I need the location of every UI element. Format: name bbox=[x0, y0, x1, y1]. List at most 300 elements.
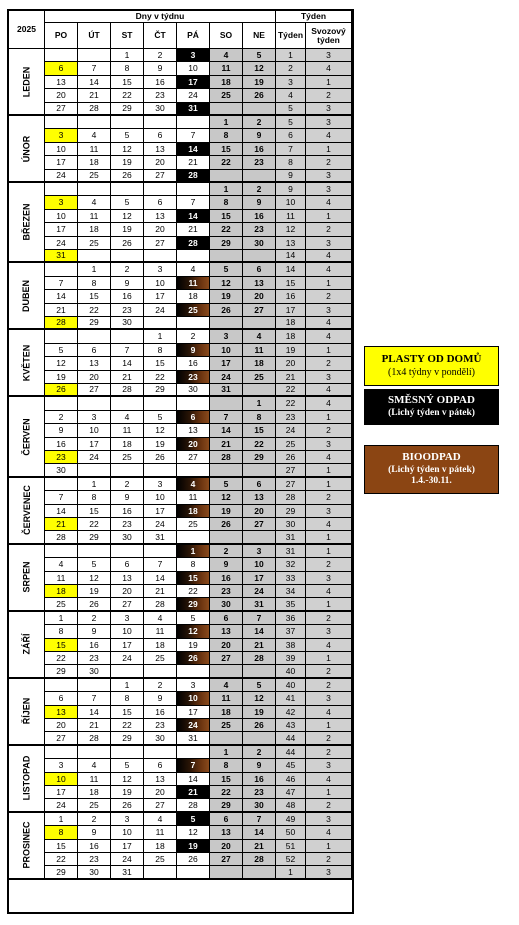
day-cell: 27 bbox=[210, 853, 243, 866]
day-cell: 6 bbox=[210, 813, 243, 826]
day-cell: 26 bbox=[243, 89, 276, 102]
day-cell bbox=[210, 665, 243, 678]
day-cell: 28 bbox=[243, 853, 276, 866]
day-cell: 12 bbox=[177, 826, 210, 839]
collection-week: 3 bbox=[306, 759, 352, 772]
day-cell: 7 bbox=[210, 411, 243, 424]
day-cell: 21 bbox=[177, 223, 210, 236]
month-name: SRPEN bbox=[21, 561, 32, 593]
days-title: Dny v týdnu bbox=[45, 11, 276, 23]
day-cell: 1 bbox=[45, 813, 78, 826]
day-cell: 24 bbox=[144, 304, 177, 317]
day-cell: 4 bbox=[45, 558, 78, 571]
week-number: 26 bbox=[276, 451, 306, 464]
day-cell: 26 bbox=[111, 170, 144, 183]
day-cell: 23 bbox=[111, 304, 144, 317]
collection-week: 4 bbox=[306, 129, 352, 142]
day-cell: 26 bbox=[210, 518, 243, 531]
day-cell bbox=[144, 746, 177, 759]
day-cell: 17 bbox=[45, 156, 78, 169]
day-cell bbox=[144, 545, 177, 558]
collection-week: 4 bbox=[306, 826, 352, 839]
day-cell: 23 bbox=[210, 585, 243, 598]
day-cell: 5 bbox=[78, 558, 111, 571]
day-cell: 4 bbox=[111, 411, 144, 424]
day-cell: 19 bbox=[144, 438, 177, 451]
week-number: 22 bbox=[276, 384, 306, 397]
day-cell: 6 bbox=[144, 196, 177, 209]
day-cell: 16 bbox=[45, 438, 78, 451]
day-cell: 19 bbox=[78, 585, 111, 598]
day-cell bbox=[177, 250, 210, 263]
day-cell: 20 bbox=[243, 505, 276, 518]
week-number: 45 bbox=[276, 759, 306, 772]
day-cell: 26 bbox=[210, 304, 243, 317]
collection-week: 1 bbox=[306, 76, 352, 89]
day-cell: 19 bbox=[210, 290, 243, 303]
day-cell: 19 bbox=[177, 639, 210, 652]
month-name: ČERVEN bbox=[21, 417, 32, 456]
day-cell: 24 bbox=[177, 719, 210, 732]
week-number: 9 bbox=[276, 183, 306, 196]
month-name: DUBEN bbox=[21, 279, 32, 312]
collection-week: 2 bbox=[306, 732, 352, 745]
day-cell: 9 bbox=[45, 424, 78, 437]
day-cell: 25 bbox=[111, 451, 144, 464]
day-cell: 20 bbox=[78, 371, 111, 384]
day-header: ST bbox=[111, 23, 144, 49]
day-cell: 30 bbox=[210, 598, 243, 611]
week-number: 44 bbox=[276, 746, 306, 759]
day-cell bbox=[111, 183, 144, 196]
day-header: ČT bbox=[144, 23, 177, 49]
day-cell: 1 bbox=[210, 116, 243, 129]
week-number: 28 bbox=[276, 491, 306, 504]
day-cell: 25 bbox=[243, 371, 276, 384]
day-cell: 16 bbox=[78, 840, 111, 853]
day-cell: 8 bbox=[177, 558, 210, 571]
day-cell: 24 bbox=[45, 799, 78, 812]
day-cell: 5 bbox=[243, 49, 276, 62]
day-cell: 11 bbox=[78, 143, 111, 156]
day-cell: 28 bbox=[78, 732, 111, 745]
day-cell: 8 bbox=[144, 344, 177, 357]
day-cell: 28 bbox=[111, 384, 144, 397]
day-cell: 10 bbox=[144, 277, 177, 290]
day-cell: 10 bbox=[144, 491, 177, 504]
day-cell: 16 bbox=[243, 210, 276, 223]
day-cell: 21 bbox=[111, 371, 144, 384]
day-cell bbox=[243, 732, 276, 745]
day-cell: 17 bbox=[111, 840, 144, 853]
day-cell: 6 bbox=[243, 263, 276, 276]
day-cell: 11 bbox=[144, 625, 177, 638]
day-cell: 9 bbox=[177, 344, 210, 357]
day-cell: 14 bbox=[111, 357, 144, 370]
day-cell: 6 bbox=[177, 411, 210, 424]
day-cell bbox=[144, 866, 177, 879]
day-cell: 16 bbox=[144, 76, 177, 89]
day-cell: 27 bbox=[144, 799, 177, 812]
day-cell: 29 bbox=[78, 317, 111, 330]
collection-week: 1 bbox=[306, 210, 352, 223]
day-cell: 28 bbox=[45, 317, 78, 330]
weeks-title: Týden bbox=[276, 11, 352, 23]
day-cell: 18 bbox=[111, 438, 144, 451]
day-cell: 29 bbox=[177, 598, 210, 611]
collection-week: 1 bbox=[306, 277, 352, 290]
day-cell: 19 bbox=[210, 505, 243, 518]
day-cell: 17 bbox=[45, 223, 78, 236]
month-label bbox=[9, 612, 45, 679]
week-number: 50 bbox=[276, 826, 306, 839]
day-cell: 12 bbox=[243, 62, 276, 75]
legend-bio-sub: (Lichý týden v pátek) bbox=[388, 464, 475, 475]
collection-week: 4 bbox=[306, 451, 352, 464]
week-number: 8 bbox=[276, 156, 306, 169]
day-cell bbox=[45, 116, 78, 129]
day-cell: 26 bbox=[177, 652, 210, 665]
day-cell: 27 bbox=[243, 304, 276, 317]
collection-week: 3 bbox=[306, 625, 352, 638]
day-cell: 1 bbox=[111, 49, 144, 62]
day-cell: 13 bbox=[210, 625, 243, 638]
collection-week: 3 bbox=[306, 170, 352, 183]
day-cell: 8 bbox=[111, 62, 144, 75]
day-cell: 22 bbox=[144, 371, 177, 384]
week-number: 11 bbox=[276, 210, 306, 223]
week-number: 10 bbox=[276, 196, 306, 209]
week-number: 17 bbox=[276, 304, 306, 317]
day-cell: 31 bbox=[210, 384, 243, 397]
month-label bbox=[9, 478, 45, 545]
day-cell: 10 bbox=[243, 558, 276, 571]
day-cell: 14 bbox=[243, 625, 276, 638]
day-cell: 21 bbox=[45, 304, 78, 317]
day-cell bbox=[243, 170, 276, 183]
day-cell: 27 bbox=[243, 518, 276, 531]
day-cell: 30 bbox=[78, 665, 111, 678]
collection-week: 3 bbox=[306, 183, 352, 196]
legend-plastics-sub: (1x4 týdny v pondělí) bbox=[388, 366, 475, 378]
day-cell: 29 bbox=[78, 531, 111, 544]
day-cell: 18 bbox=[243, 357, 276, 370]
day-cell: 21 bbox=[243, 639, 276, 652]
day-cell: 25 bbox=[78, 237, 111, 250]
day-cell: 2 bbox=[210, 545, 243, 558]
month-label bbox=[9, 263, 45, 330]
day-cell bbox=[144, 250, 177, 263]
legend-mixed-waste bbox=[364, 389, 499, 425]
day-cell: 13 bbox=[78, 357, 111, 370]
month-label bbox=[9, 746, 45, 813]
day-cell: 8 bbox=[78, 491, 111, 504]
day-cell: 21 bbox=[177, 156, 210, 169]
day-cell: 31 bbox=[177, 103, 210, 116]
day-cell: 13 bbox=[144, 143, 177, 156]
collection-week: 1 bbox=[306, 719, 352, 732]
week-number: 21 bbox=[276, 371, 306, 384]
day-cell: 14 bbox=[243, 826, 276, 839]
day-cell: 23 bbox=[243, 156, 276, 169]
collection-week: 3 bbox=[306, 371, 352, 384]
day-cell: 1 bbox=[210, 183, 243, 196]
day-cell: 5 bbox=[243, 679, 276, 692]
day-cell: 6 bbox=[144, 129, 177, 142]
day-cell: 8 bbox=[210, 196, 243, 209]
collection-week: 3 bbox=[306, 866, 352, 879]
day-cell: 20 bbox=[210, 840, 243, 853]
collection-week: 2 bbox=[306, 290, 352, 303]
day-cell: 10 bbox=[177, 692, 210, 705]
day-cell: 4 bbox=[144, 813, 177, 826]
month-name: ŘÍJEN bbox=[21, 698, 32, 725]
collection-week: 3 bbox=[306, 116, 352, 129]
collection-week: 1 bbox=[306, 598, 352, 611]
day-cell: 29 bbox=[210, 237, 243, 250]
day-cell bbox=[45, 679, 78, 692]
day-cell: 27 bbox=[111, 598, 144, 611]
day-cell: 10 bbox=[111, 826, 144, 839]
day-cell bbox=[78, 330, 111, 343]
day-cell: 13 bbox=[177, 424, 210, 437]
collection-week: 3 bbox=[306, 505, 352, 518]
day-cell bbox=[243, 665, 276, 678]
collection-week: 1 bbox=[306, 143, 352, 156]
day-cell: 25 bbox=[177, 518, 210, 531]
day-cell: 24 bbox=[111, 853, 144, 866]
day-cell: 25 bbox=[210, 89, 243, 102]
day-cell: 28 bbox=[78, 103, 111, 116]
collection-week: 2 bbox=[306, 223, 352, 236]
day-cell: 11 bbox=[177, 277, 210, 290]
week-number: 22 bbox=[276, 397, 306, 410]
day-cell bbox=[177, 317, 210, 330]
day-cell: 16 bbox=[243, 773, 276, 786]
day-cell: 16 bbox=[177, 357, 210, 370]
month-label bbox=[9, 330, 45, 397]
day-header: PÁ bbox=[177, 23, 210, 49]
day-cell: 19 bbox=[45, 371, 78, 384]
day-cell: 26 bbox=[177, 853, 210, 866]
day-cell bbox=[78, 116, 111, 129]
day-cell: 23 bbox=[78, 853, 111, 866]
day-cell: 29 bbox=[144, 384, 177, 397]
day-cell: 23 bbox=[243, 786, 276, 799]
day-cell: 9 bbox=[144, 62, 177, 75]
week-number: 1 bbox=[276, 49, 306, 62]
collection-week: 2 bbox=[306, 665, 352, 678]
day-cell: 14 bbox=[45, 290, 78, 303]
day-cell: 26 bbox=[78, 598, 111, 611]
day-cell bbox=[45, 397, 78, 410]
day-cell bbox=[210, 170, 243, 183]
day-cell: 1 bbox=[144, 330, 177, 343]
day-cell: 3 bbox=[45, 759, 78, 772]
day-cell: 1 bbox=[243, 397, 276, 410]
day-cell bbox=[111, 330, 144, 343]
week-number-header: Týden bbox=[276, 23, 306, 49]
day-cell: 9 bbox=[111, 277, 144, 290]
week-number: 27 bbox=[276, 464, 306, 477]
week-number: 2 bbox=[276, 62, 306, 75]
day-cell: 30 bbox=[144, 103, 177, 116]
month-name: LISTOPAD bbox=[21, 755, 32, 801]
collection-week: 4 bbox=[306, 317, 352, 330]
day-cell: 2 bbox=[144, 49, 177, 62]
day-cell: 18 bbox=[210, 76, 243, 89]
week-number: 14 bbox=[276, 263, 306, 276]
day-cell: 17 bbox=[45, 786, 78, 799]
day-cell: 22 bbox=[45, 652, 78, 665]
day-cell: 5 bbox=[45, 344, 78, 357]
day-cell: 30 bbox=[144, 732, 177, 745]
day-cell: 12 bbox=[210, 491, 243, 504]
day-cell: 5 bbox=[177, 612, 210, 625]
day-cell: 17 bbox=[144, 290, 177, 303]
day-cell: 2 bbox=[45, 411, 78, 424]
month-name: BŘEZEN bbox=[21, 203, 32, 241]
day-cell: 10 bbox=[45, 773, 78, 786]
day-cell: 7 bbox=[144, 558, 177, 571]
day-cell: 17 bbox=[210, 357, 243, 370]
week-number: 43 bbox=[276, 719, 306, 732]
day-cell: 18 bbox=[210, 706, 243, 719]
day-cell: 31 bbox=[243, 598, 276, 611]
day-cell: 14 bbox=[144, 572, 177, 585]
day-cell: 7 bbox=[177, 759, 210, 772]
week-number: 42 bbox=[276, 706, 306, 719]
day-cell: 25 bbox=[144, 652, 177, 665]
day-cell: 22 bbox=[45, 853, 78, 866]
week-number: 5 bbox=[276, 103, 306, 116]
day-cell: 19 bbox=[243, 706, 276, 719]
day-cell: 10 bbox=[210, 344, 243, 357]
day-cell bbox=[177, 464, 210, 477]
collection-week: 3 bbox=[306, 49, 352, 62]
day-cell: 19 bbox=[243, 76, 276, 89]
day-cell: 8 bbox=[243, 411, 276, 424]
day-cell: 14 bbox=[45, 505, 78, 518]
collection-week: 2 bbox=[306, 853, 352, 866]
week-number: 30 bbox=[276, 518, 306, 531]
month-label bbox=[9, 813, 45, 880]
day-cell bbox=[210, 250, 243, 263]
day-cell bbox=[78, 183, 111, 196]
day-cell: 3 bbox=[177, 679, 210, 692]
day-cell: 11 bbox=[111, 424, 144, 437]
day-cell: 2 bbox=[144, 679, 177, 692]
month-label bbox=[9, 679, 45, 746]
collection-week: 3 bbox=[306, 237, 352, 250]
day-cell: 3 bbox=[144, 263, 177, 276]
day-cell: 22 bbox=[210, 786, 243, 799]
day-cell: 22 bbox=[177, 585, 210, 598]
day-cell: 23 bbox=[177, 371, 210, 384]
day-cell: 20 bbox=[177, 438, 210, 451]
week-number: 1 bbox=[276, 866, 306, 879]
day-cell bbox=[243, 531, 276, 544]
day-cell: 26 bbox=[111, 237, 144, 250]
day-cell bbox=[177, 116, 210, 129]
day-cell: 5 bbox=[111, 759, 144, 772]
collection-week: 2 bbox=[306, 357, 352, 370]
day-cell: 3 bbox=[45, 129, 78, 142]
day-cell: 5 bbox=[177, 813, 210, 826]
day-cell bbox=[78, 464, 111, 477]
day-cell: 12 bbox=[111, 143, 144, 156]
collection-week: 4 bbox=[306, 773, 352, 786]
day-cell: 4 bbox=[177, 263, 210, 276]
day-cell: 8 bbox=[45, 826, 78, 839]
day-cell: 3 bbox=[210, 330, 243, 343]
day-cell: 22 bbox=[78, 518, 111, 531]
week-number: 52 bbox=[276, 853, 306, 866]
day-cell: 21 bbox=[243, 840, 276, 853]
day-cell: 8 bbox=[210, 129, 243, 142]
day-cell bbox=[243, 866, 276, 879]
day-cell: 10 bbox=[111, 625, 144, 638]
week-number: 36 bbox=[276, 612, 306, 625]
day-cell bbox=[111, 464, 144, 477]
day-header: PO bbox=[45, 23, 78, 49]
day-cell: 17 bbox=[111, 639, 144, 652]
day-cell: 21 bbox=[144, 585, 177, 598]
day-cell: 26 bbox=[144, 451, 177, 464]
day-cell: 7 bbox=[78, 62, 111, 75]
week-number: 48 bbox=[276, 799, 306, 812]
day-cell: 15 bbox=[45, 840, 78, 853]
collection-week: 4 bbox=[306, 639, 352, 652]
day-cell: 28 bbox=[243, 652, 276, 665]
day-cell: 24 bbox=[45, 170, 78, 183]
month-label bbox=[9, 183, 45, 263]
day-cell bbox=[45, 545, 78, 558]
day-cell: 28 bbox=[210, 451, 243, 464]
legend-plastics-title: PLASTY OD DOMŮ bbox=[381, 352, 482, 365]
day-cell: 3 bbox=[45, 196, 78, 209]
day-cell: 18 bbox=[177, 505, 210, 518]
day-cell: 23 bbox=[243, 223, 276, 236]
day-cell: 6 bbox=[243, 478, 276, 491]
day-cell bbox=[144, 665, 177, 678]
collection-week: 1 bbox=[306, 840, 352, 853]
day-cell bbox=[45, 330, 78, 343]
day-cell: 17 bbox=[177, 76, 210, 89]
week-number: 31 bbox=[276, 545, 306, 558]
day-cell: 27 bbox=[45, 103, 78, 116]
day-cell: 1 bbox=[177, 545, 210, 558]
day-cell: 18 bbox=[144, 639, 177, 652]
day-cell: 27 bbox=[144, 237, 177, 250]
day-cell: 9 bbox=[210, 558, 243, 571]
day-cell: 11 bbox=[177, 491, 210, 504]
day-cell: 13 bbox=[144, 773, 177, 786]
month-name: PROSINEC bbox=[21, 821, 32, 869]
day-cell bbox=[111, 116, 144, 129]
month-name: ČERVENEC bbox=[21, 485, 32, 536]
day-cell: 31 bbox=[111, 866, 144, 879]
week-number: 15 bbox=[276, 277, 306, 290]
legend-bio-period: 1.4.-30.11. bbox=[411, 476, 452, 487]
day-cell: 13 bbox=[45, 706, 78, 719]
day-cell: 24 bbox=[144, 518, 177, 531]
day-cell: 3 bbox=[243, 545, 276, 558]
day-cell: 31 bbox=[45, 250, 78, 263]
week-number: 12 bbox=[276, 223, 306, 236]
day-cell: 27 bbox=[210, 652, 243, 665]
day-cell: 4 bbox=[144, 612, 177, 625]
